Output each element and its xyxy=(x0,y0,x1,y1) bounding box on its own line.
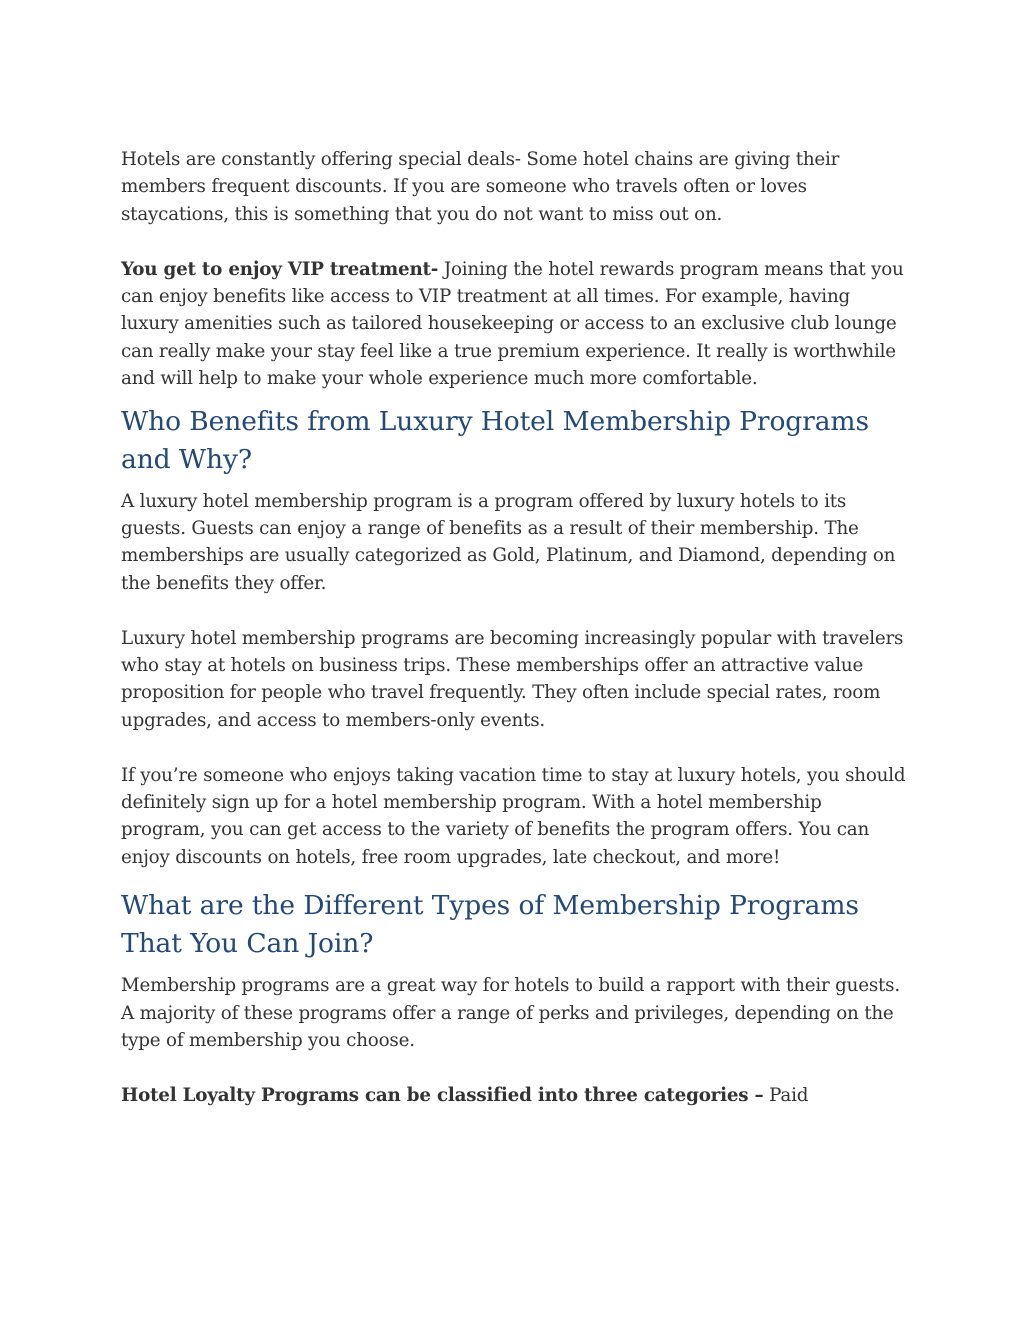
document-page xyxy=(121,146,911,1109)
paragraph-loyalty-text: Paid xyxy=(763,1084,809,1106)
paragraph-special-deals: Hotels are constantly offering special deals- Some hotel chains are giving their members frequent discounts. If you are someone who travels often or loves staycations, this is something that you do not want to miss out on. xyxy=(121,149,840,225)
paragraph-vip-treatment xyxy=(121,256,911,393)
paragraph-rapport: Membership programs are a great way for hotels to build a rapport with their guests. A majority of these programs offer a range of perks and privileges, depending on the type of membership you choose. xyxy=(121,975,900,1052)
paragraph-program-definition: A luxury hotel membership program is a program offered by luxury hotels to its guests. Guests can enjoy a range of benefits as a result of their membership. The memberships are usually categorized as Gold, Platinum, and Diamond, depending on the benefits they offer. xyxy=(121,490,896,594)
paragraph-sign-up: If you’re someone who enjoys taking vacation time to stay at luxury hotels, you should definitely sign up for a hotel membership program. With a hotel membership program, you can get access to the variety of benefits the program offers. You can enjoy discounts on hotels, free room upgrades, late checkout, and more! xyxy=(121,764,906,868)
heading-membership-types: What are the Different Types of Membership Programs That You Can Join? xyxy=(121,890,859,960)
paragraph-lead-vip: You get to enjoy VIP treatment- xyxy=(121,258,439,280)
heading-who-benefits: Who Benefits from Luxury Hotel Membership Programs and Why? xyxy=(121,405,869,475)
paragraph-vip-text: Joining the hotel rewards program means that you can enjoy benefits like access to VIP treatment at all times. For example, having luxury amenities such as tailored housekeeping or access to an exclusive club lounge can really make your stay feel like a true premium experience. It really is worthwhile and will help to make your whole experience much more comfortable. xyxy=(121,258,904,390)
paragraph-loyalty-categories xyxy=(121,1082,911,1109)
paragraph-popularity: Luxury hotel membership programs are becoming increasingly popular with travelers who stay at hotels on business trips. These memberships offer an attractive value proposition for people who travel frequently. They often include special rates, room upgrades, and access to members-only events. xyxy=(121,627,904,731)
paragraph-lead-loyalty: Hotel Loyalty Programs can be classified into three categories – xyxy=(121,1084,764,1106)
